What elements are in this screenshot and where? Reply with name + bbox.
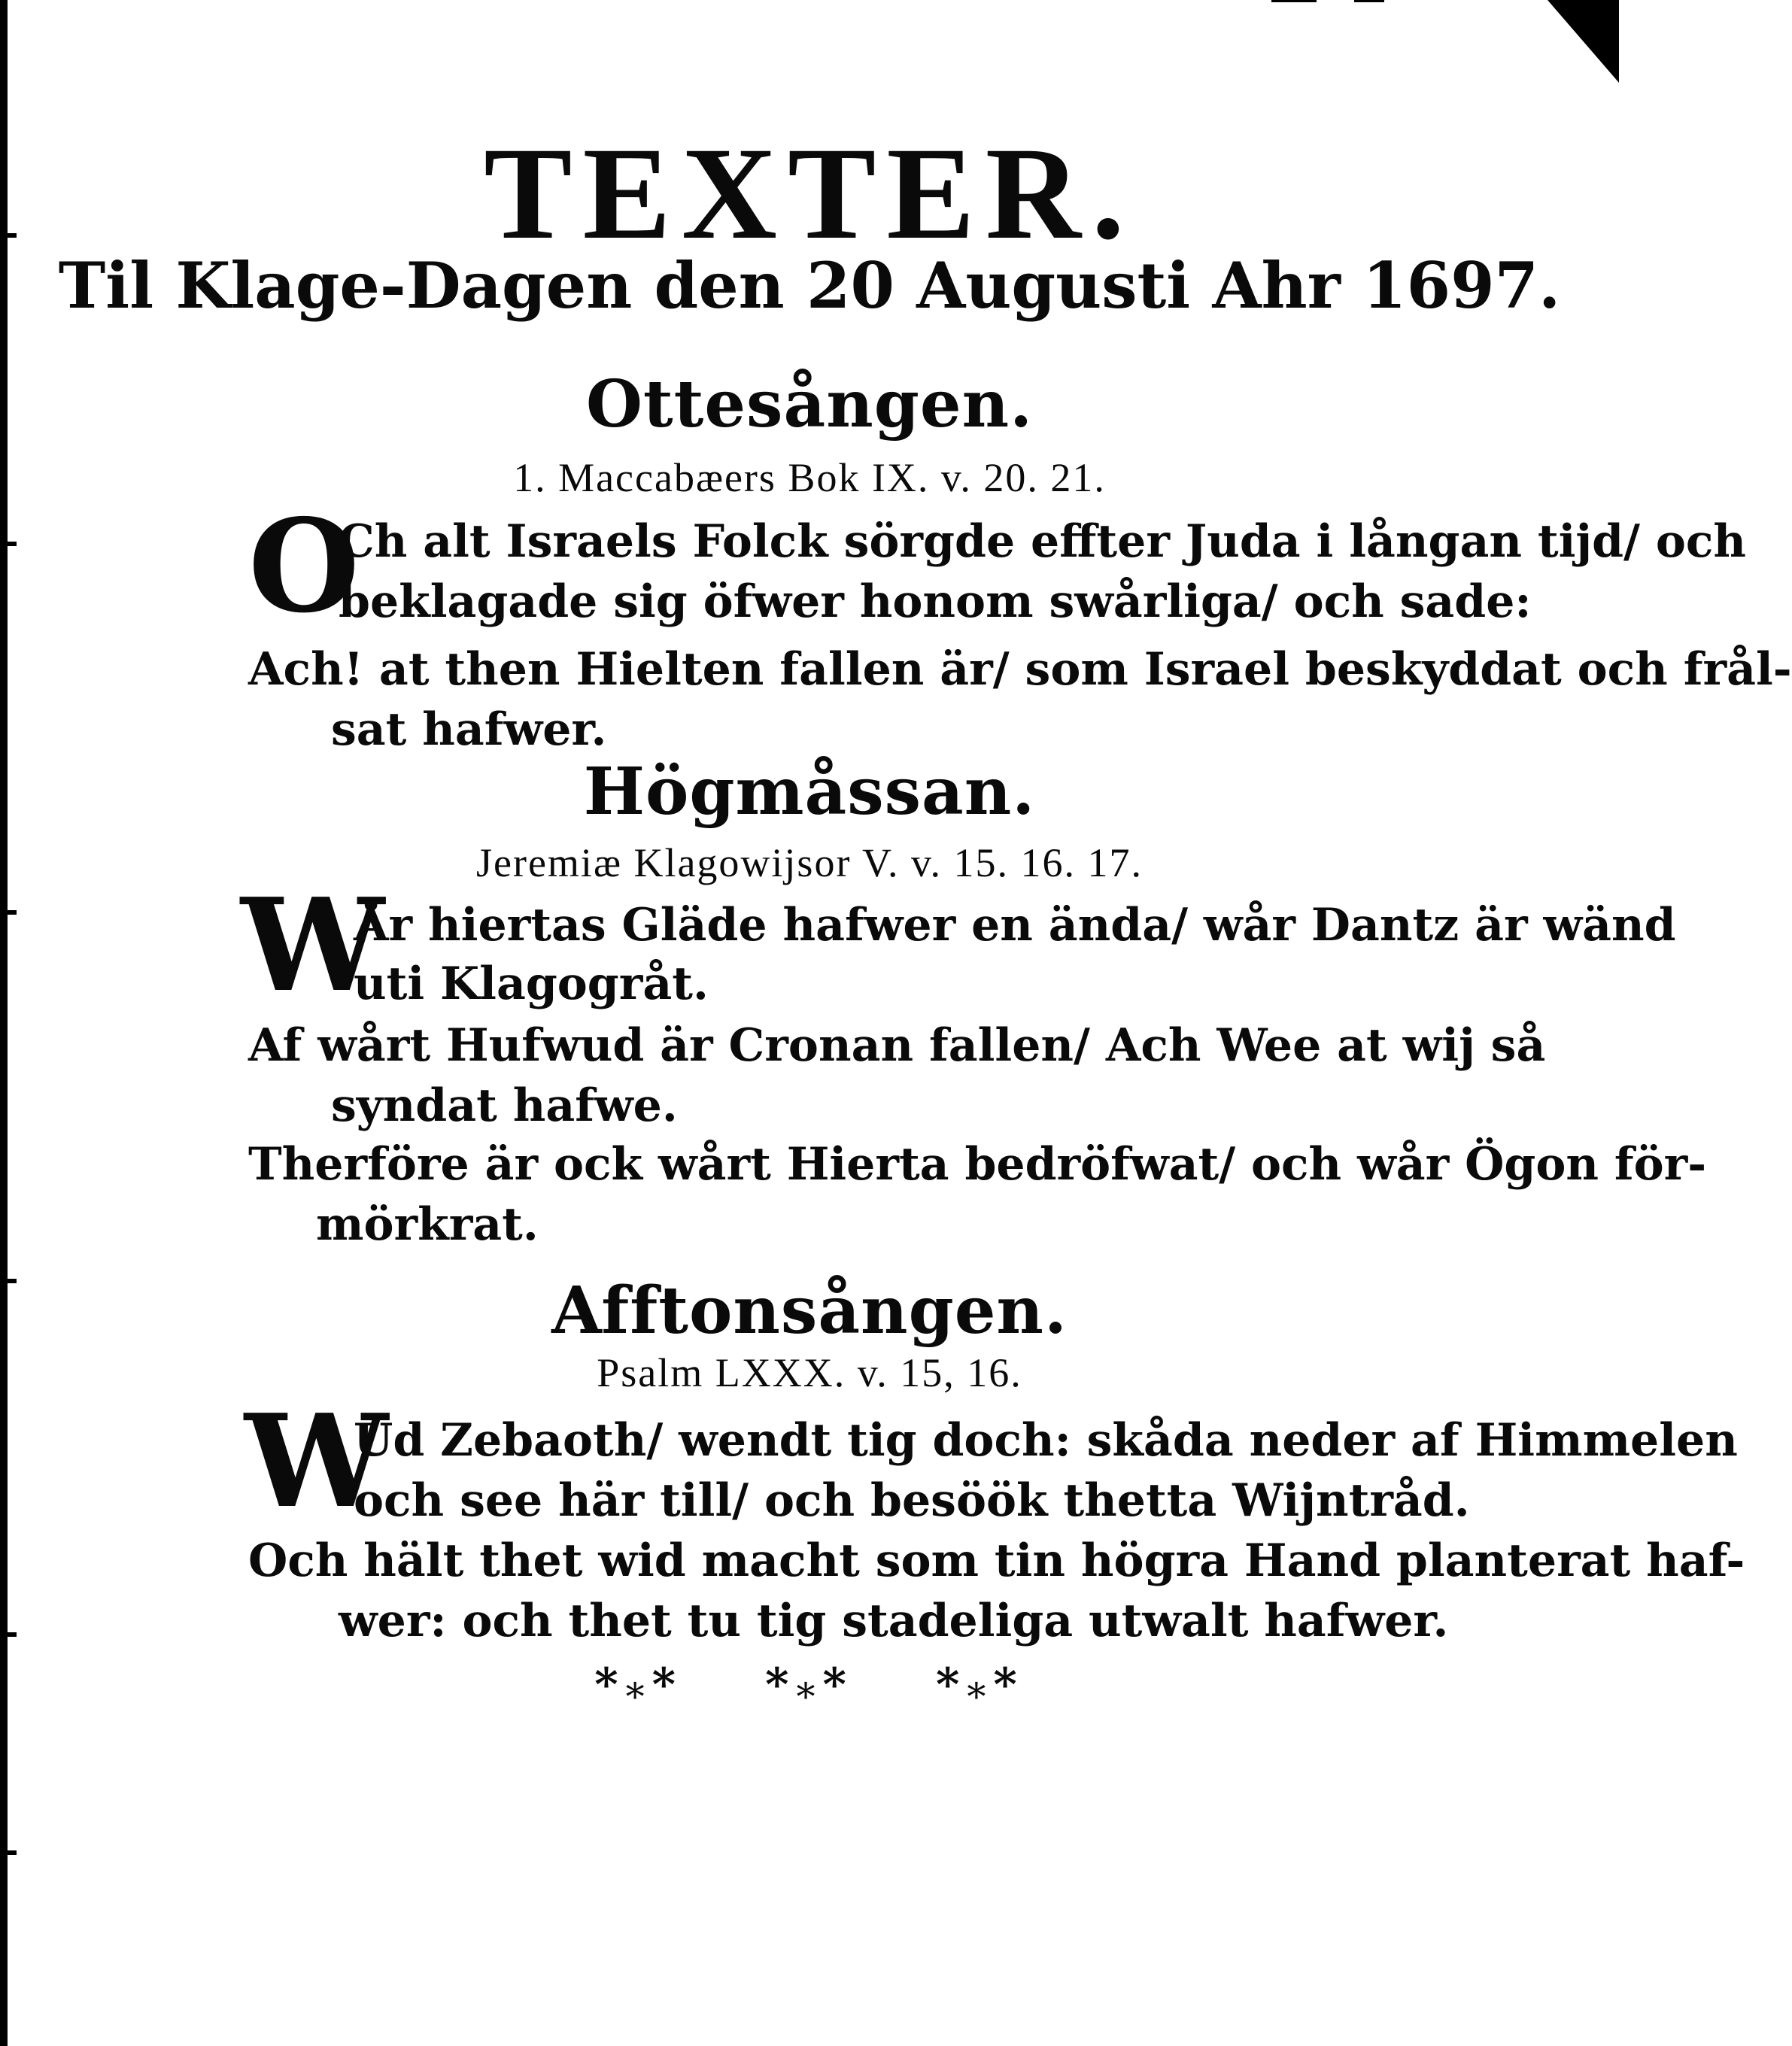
verse-line: wer: och thet tu tig stadeliga utwalt hafwer. xyxy=(339,1595,1449,1647)
asterisk: * xyxy=(625,1675,652,1719)
asterism-group xyxy=(594,1659,684,1719)
verse-line: Therföre är ock wårt Hierta bedröfwat/ och wår Ögon för- xyxy=(248,1138,1707,1191)
verse-line: År hiertas Gläde hafwer en ända/ wår Dantz är wänd xyxy=(354,899,1676,952)
verse-line: mörkrat. xyxy=(316,1198,539,1251)
verse-line: Af wårt Hufwud är Cronan fallen/ Ach Wee at wij så xyxy=(248,1019,1546,1072)
verse-line: Ach! at then Hielten fallen är/ som Israel beskyddat och frål- xyxy=(248,643,1792,696)
asterisk: * xyxy=(935,1659,967,1711)
asterisk: * xyxy=(993,1659,1025,1711)
drop-cap: W xyxy=(241,870,384,1021)
section-heading: Afftonsången. xyxy=(551,1273,1068,1349)
asterisk: * xyxy=(594,1659,626,1711)
scan-corner xyxy=(1547,0,1619,83)
drop-cap: W xyxy=(245,1386,388,1537)
verse-line: sat hafwer. xyxy=(331,703,607,756)
scripture-reference: Jeremiæ Klagowijsor V. v. 15. 16. 17. xyxy=(476,840,1143,885)
scan-mark xyxy=(1354,0,1384,2)
verse-line: syndat hafwe. xyxy=(331,1079,678,1132)
page-subtitle: Til Klage-Dagen den 20 Augusti Ahr 1697. xyxy=(58,248,1561,323)
scripture-reference: Psalm LXXX. v. 15, 16. xyxy=(597,1350,1022,1395)
verse-line: Och hält thet wid macht som tin högra Hand planterat haf- xyxy=(248,1534,1745,1587)
asterisk: * xyxy=(822,1659,854,1711)
asterisk: * xyxy=(796,1675,823,1719)
drop-cap: O xyxy=(248,491,360,642)
section-heading: Ottesången. xyxy=(585,366,1034,442)
verse-line: Ud Zebaoth/ wendt tig doch: skåda neder af Himmelen xyxy=(354,1414,1738,1467)
asterisk: * xyxy=(967,1675,994,1719)
asterisk: * xyxy=(651,1659,684,1711)
scan-mark xyxy=(1271,0,1317,2)
page-title: TEXTER. xyxy=(484,120,1135,267)
verse-line: uti Klagogråt. xyxy=(354,958,709,1010)
verse-line: Ch alt Israels Folck sörgde effter Juda i långan tijd/ och xyxy=(339,515,1747,568)
scripture-reference: 1. Maccabæers Bok IX. v. 20. 21. xyxy=(513,455,1106,500)
asterisk: * xyxy=(765,1659,797,1711)
asterism-group xyxy=(765,1659,854,1719)
section-heading: Högmåssan. xyxy=(583,754,1036,830)
verse-line: beklagade sig öfwer honom swårliga/ och sade: xyxy=(339,575,1532,628)
verse-line: och see här till/ och besöök thetta Wijntråd. xyxy=(354,1474,1470,1527)
asterism-ornament xyxy=(0,1659,1619,1719)
asterism-group xyxy=(935,1659,1025,1719)
